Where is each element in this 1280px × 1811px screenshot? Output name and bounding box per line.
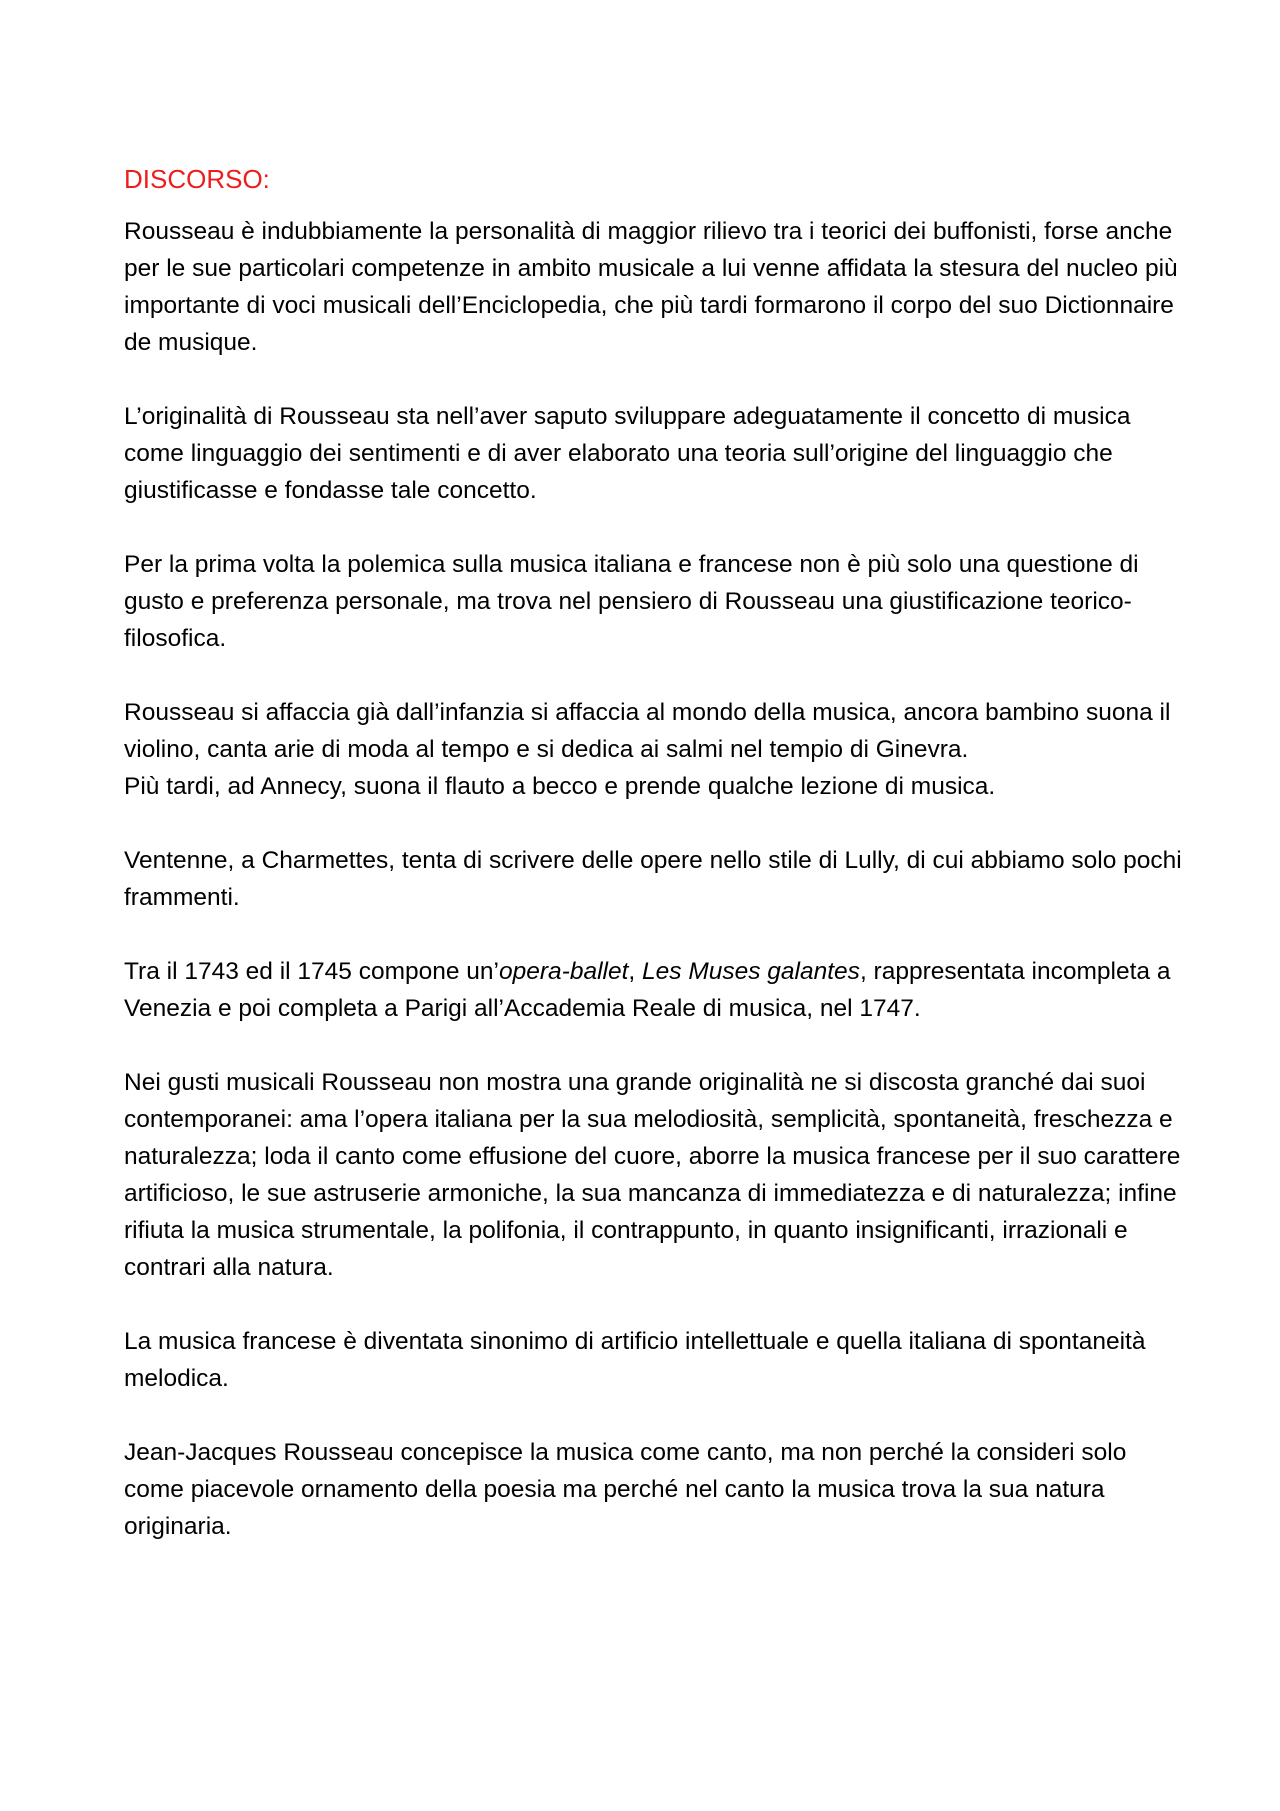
paragraph-6: Ventenne, a Charmettes, tenta di scrivere delle opere nello stile di Lully, di cui abbiamo solo pochi frammenti.	[124, 847, 1182, 911]
paragraph-7-text-b: ,	[628, 958, 643, 985]
paragraph-4: Rousseau si affaccia già dall’infanzia si affaccia al mondo della musica, ancora bambino suona il violino, canta arie di moda al tempo e si dedica ai salmi nel tempio di Ginevra.	[124, 699, 1171, 763]
paragraph-7-text-a: Tra il 1743 ed il 1745 compone un’	[124, 958, 500, 985]
paragraph-5: Più tardi, ad Annecy, suona il flauto a becco e prende qualche lezione di musica.	[124, 773, 996, 800]
paragraph-10: Jean-Jacques Rousseau concepisce la musica come canto, ma non perché la consideri solo come piacevole ornamento della poesia ma perché nel canto la musica trova la sua natura originaria.	[124, 1439, 1127, 1540]
paragraph-7	[124, 953, 1184, 1027]
paragraph-7-italic-title: Les Muses galantes	[642, 958, 860, 985]
paragraph-2: L’originalità di Rousseau sta nell’aver saputo sviluppare adeguatamente il concetto di musica come linguaggio dei sentimenti e di aver elaborato una teoria sull’origine del linguaggio che giustificasse e fondasse tale concetto.	[124, 403, 1131, 504]
paragraph-7-text-c: , rappresentata incompleta a Venezia e poi completa a Parigi all’Accademia Reale di musica, nel 1747.	[124, 958, 1171, 1022]
document-page	[124, 150, 1184, 1582]
section-heading: DISCORSO:	[124, 164, 270, 194]
paragraph-9: La musica francese è diventata sinonimo di artificio intellettuale e quella italiana di spontaneità melodica.	[124, 1328, 1146, 1392]
paragraph-1: Rousseau è indubbiamente la personalità di maggior rilievo tra i teorici dei buffonisti, forse anche per le sue particolari competenze in ambito musicale a lui venne affidata la stesura del nucleo più importante di voci musicali dell’Enciclopedia, che più tardi formarono il corpo del suo Dictionnaire de musique.	[124, 218, 1178, 356]
paragraph-7-italic-genre: opera-ballet	[499, 958, 629, 985]
paragraph-8: Nei gusti musicali Rousseau non mostra una grande originalità ne si discosta granché dai suoi contemporanei: ama l’opera italiana per la sua melodiosità, semplicità, spontaneità, freschezza e naturalezza; loda il canto come effusione del cuore, aborre la musica francese per il suo carattere artificioso, le sue astruserie armoniche, la sua mancanza di immediatezza e di naturalezza; infine rifiuta la musica strumentale, la polifonia, il contrappunto, in quanto insignificanti, irrazionali e contrari alla natura.	[124, 1069, 1181, 1281]
paragraph-3: Per la prima volta la polemica sulla musica italiana e francese non è più solo una questione di gusto e preferenza personale, ma trova nel pensiero di Rousseau una giustificazione teorico-filosofica.	[124, 551, 1139, 652]
